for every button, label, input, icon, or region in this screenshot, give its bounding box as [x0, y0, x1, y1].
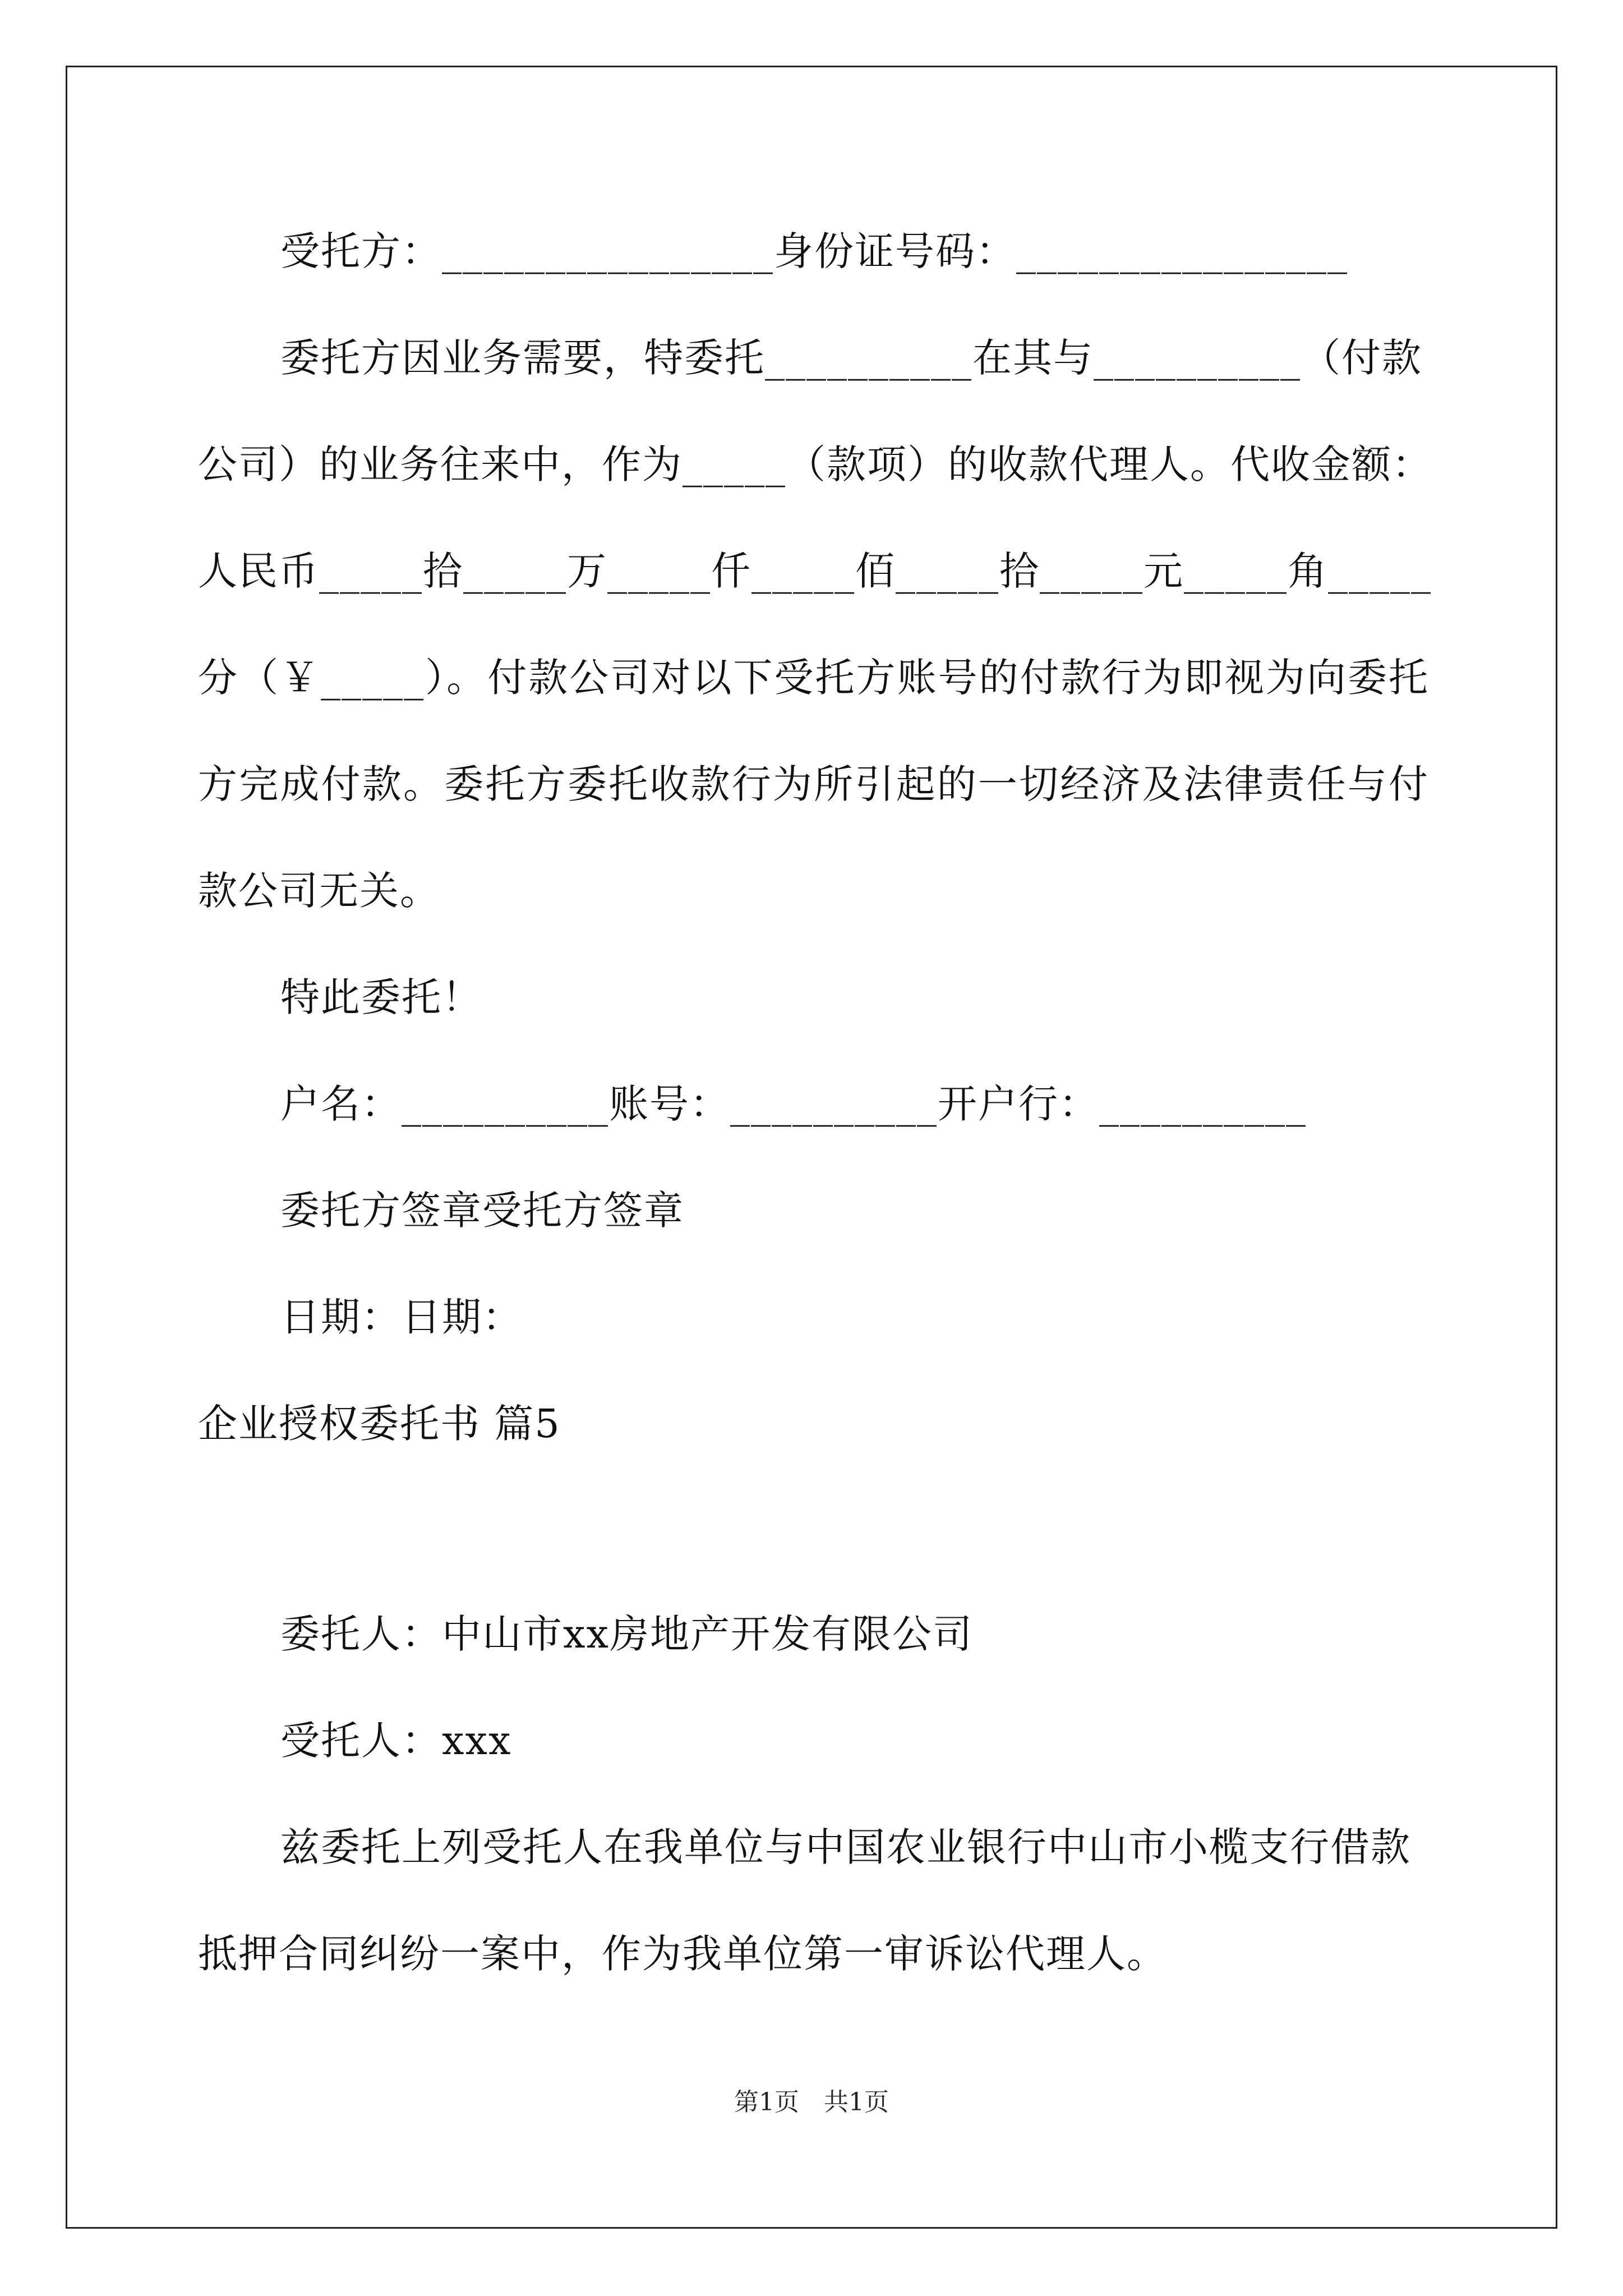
agent-line: 受托人：xxx	[280, 1718, 512, 1764]
paragraph-line: 委托方因业务需要，特委托__________在其与__________（付款	[280, 335, 1422, 381]
trustee-id-line: 受托方：________________身份证号码：________________	[280, 228, 1348, 274]
signature-line: 委托方签章受托方签章	[280, 1188, 684, 1234]
principal-line: 委托人：中山市xx房地产开发有限公司	[280, 1611, 973, 1657]
date-line: 日期：日期：	[280, 1294, 523, 1340]
page-footer: 第1页 共1页	[734, 2088, 889, 2116]
paragraph-line: 款公司无关。	[198, 868, 440, 914]
amount-line: 人民币_____拾_____万_____仟_____佰_____拾_____元_____角_____	[198, 548, 1432, 594]
paragraph-line: 方完成付款。委托方委托收款行为所引起的一切经济及法律责任与付	[198, 761, 1429, 807]
paragraph-line: 兹委托上列受托人在我单位与中国农业银行中山市小榄支行借款	[280, 1824, 1411, 1870]
paragraph-line: 公司）的业务往来中，作为_____（款项）的收款代理人。代收金额：	[198, 441, 1432, 487]
account-line: 户名：__________账号：__________开户行：__________	[280, 1081, 1307, 1127]
section-heading: 企业授权委托书 篇5	[198, 1401, 561, 1447]
paragraph-line: 分（￥_____）。付款公司对以下受托方账号的付款行为即视为向委托	[198, 655, 1429, 701]
page-border	[66, 66, 1557, 2229]
closing-line: 特此委托！	[280, 974, 482, 1020]
paragraph-line: 抵押合同纠纷一案中，作为我单位第一审诉讼代理人。	[198, 1931, 1167, 1977]
